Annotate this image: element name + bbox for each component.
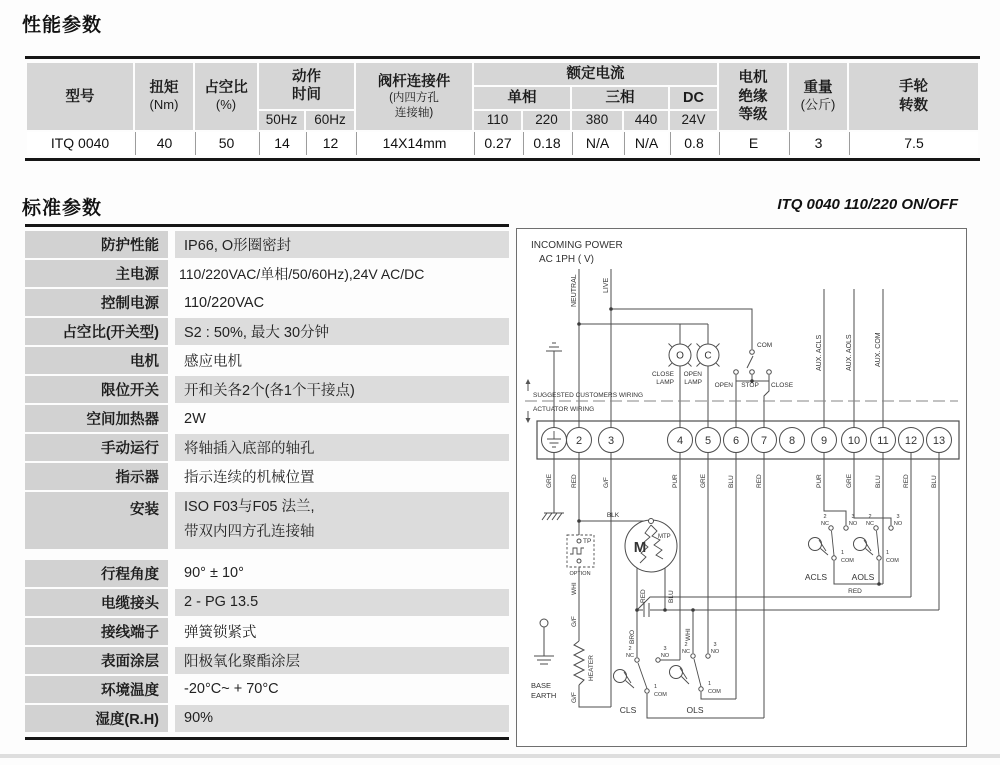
param-row [25,705,509,732]
gf-wire-label: G/F [571,692,578,703]
param-label: 主电源 [25,260,168,287]
close-lamp-label: CLOSE [651,371,674,378]
wire-color-label: RED [756,474,763,488]
standard-params [25,224,509,740]
contact-label: 3 [851,514,855,520]
wiring-diagram-svg [517,229,966,746]
cam-icon [854,538,867,551]
ols-label: OLS [686,705,704,715]
cell-torque: 40 [135,132,193,155]
open-lamp-label: LAMP [684,379,702,386]
red-rail-label: RED [848,588,862,595]
col-header-380: 380 [572,111,622,130]
incoming-power-voltage: AC 1PH ( V) [539,254,595,265]
aols-label: AOLS [851,572,875,582]
terminal-number: 11 [877,435,889,447]
param-row [25,289,509,316]
param-row [25,560,509,587]
table-row [27,132,978,155]
incoming-power-label: INCOMING POWER [531,240,623,251]
col-header-110: 110 [474,111,521,130]
contact-label: NC [821,521,829,527]
param-row [25,318,509,345]
cell-current-110: 0.27 [474,132,521,155]
lamp-o-label: O [676,350,684,362]
wire-color-label: RED [903,474,910,488]
live-label: LIVE [603,277,610,293]
gf-wire-label: G/F [571,616,578,627]
contact-label: COM [886,558,899,564]
col-header-weight: 重量 (公斤) [789,63,847,130]
col-header-50hz: 50Hz [259,111,304,130]
param-value: 阳极氧化聚酯涂层 [175,647,509,674]
contact-label: 1 [708,681,712,687]
cell-handwheel: 7.5 [849,132,978,155]
wire-color-label: GRE [700,473,707,488]
acls-label: ACLS [804,572,828,582]
param-label: 指示器 [25,463,168,490]
terminal-number: 2 [575,435,583,447]
param-value: 90% [175,705,509,732]
com-label: COM [757,342,773,349]
performance-table [25,61,980,157]
limit-switch-ols [670,654,711,691]
contact-label: NC [682,649,690,655]
contact-label: NO [893,521,903,527]
wire-color-label: RED [571,474,578,488]
mtp-label: MTP [658,534,671,540]
param-label: 表面涂层 [25,647,168,674]
col-header-handwheel: 手轮 转数 [849,63,978,130]
col-header-torque: 扭矩 (Nm) [135,63,193,130]
red-wire-label: RED [640,589,647,603]
contact-label: 2 [684,642,688,648]
cell-current-440: N/A [624,132,668,155]
motor-label: M [633,539,647,556]
wire-color-label: BLU [931,475,938,488]
cell-duty: 50 [195,132,257,155]
param-row [25,618,509,645]
standard-heading: 标准参数 [22,198,103,219]
base-earth-icon [540,619,548,627]
param-label: 接线端子 [25,618,168,645]
wire-color-label: GRE [846,473,853,488]
param-value: 感应电机 [184,354,242,370]
contact-label: COM [708,689,721,695]
cell-time-50hz: 14 [259,132,304,155]
wire-color-label: PUR [672,474,679,488]
neutral-label: NEUTRAL [571,274,578,307]
close-lamp-label: LAMP [656,379,674,386]
param-value: 将轴插入底部的轴孔 [175,434,509,461]
terminal-number: 8 [788,435,796,447]
cls-label: CLS [619,705,637,715]
base-earth-label: BASE [531,681,552,690]
diagram-title: ITQ 0040 110/220 ON/OFF [777,196,958,213]
terminal-number: 9 [820,435,828,447]
terminal-number: 12 [904,435,918,447]
param-value: 110/220VAC/单相/50/60Hz),24V AC/DC [179,265,425,282]
contact-label: NO [710,649,720,655]
contact-label: 1 [841,550,845,556]
contact-label: 2 [823,514,827,520]
param-label: 电机 [25,347,168,374]
contact-label: 3 [896,514,900,520]
param-value-line: 带双内四方孔连接轴 [184,524,315,541]
param-row [25,434,509,461]
wire-color-label: G/F [603,477,610,488]
whi-wire-label: WHI [571,582,578,595]
suggested-wiring-label: SUGGESTED CUSTOMERS WIRING [533,392,644,399]
col-header-dc: DC [670,87,717,109]
contact-label: 2 [628,646,632,652]
param-value-line: ISO F03与F05 法兰, [184,499,315,515]
performance-table-wrap [25,56,980,161]
terminal-number: 10 [847,435,861,447]
cell-insulation: E [719,132,787,155]
whi-wire-label: WHI [685,628,692,641]
param-label: 电缆接头 [25,589,168,616]
tp-label: TP [583,538,592,545]
terminal-number: 6 [732,435,740,447]
cell-stem: 14X14mm [356,132,472,155]
contact-label: NO [848,521,858,527]
param-label: 行程角度 [25,560,168,587]
param-label: 环境温度 [25,676,168,703]
actuator-wiring-label: ACTUATOR WIRING [533,406,595,413]
cam-icon [614,670,627,683]
col-header-60hz: 60Hz [306,111,354,130]
contact-label: NO [660,653,670,659]
terminal-number: 13 [932,435,946,447]
contact-label: 2 [868,514,872,520]
cell-weight: 3 [789,132,847,155]
col-header-rated-current: 额定电流 [474,63,717,85]
col-header-220: 220 [523,111,570,130]
param-label: 空间加热器 [25,405,168,432]
terminal-number: 3 [607,435,615,447]
col-header-single-phase: 单相 [474,87,570,109]
param-value [175,492,509,549]
lamp-c-label: C [704,350,712,362]
wire-color-label: BLU [875,475,882,488]
stop-button-label: STOP [741,382,759,389]
contact-label: COM [841,558,854,564]
param-value: 110/220VAC [184,294,265,311]
param-label: 湿度(R.H) [25,705,168,732]
param-value: 指示连续的机械位置 [184,470,315,486]
page-edge [0,754,1000,758]
col-header-action-time: 动作 时间 [259,63,354,109]
param-value: 开和关各2个(各1个干接点) [175,376,509,403]
contact-label: 3 [663,646,667,652]
col-header-three-phase: 三相 [572,87,668,109]
param-row [25,589,509,616]
param-row [25,376,509,403]
cell-model: ITQ 0040 [27,132,133,155]
param-value: 弹簧锁紧式 [184,624,257,641]
col-header-insulation: 电机 绝缘 等级 [719,63,787,130]
cell-current-220: 0.18 [523,132,570,155]
param-value: 90° ± 10° [184,565,244,582]
wire-color-label: GRE [546,473,553,488]
contact-label: COM [654,692,667,698]
spacer [25,551,509,560]
cam-icon [670,666,683,679]
contact-label: 1 [886,550,890,556]
param-row [25,347,509,374]
wire-color-label: PUR [816,474,823,488]
open-lamp-label: OPEN [683,371,702,378]
param-label: 防护性能 [25,231,168,258]
param-value: IP66, O形圈密封 [175,231,509,258]
terminal-strip [537,421,959,459]
param-row [25,463,509,490]
param-value: S2 : 50%, 最大 30分钟 [175,318,509,345]
option-label: OPTION [569,571,591,577]
param-label: 占空比(开关型) [25,318,168,345]
col-header-24v: 24V [670,111,717,130]
contact-label: 1 [654,684,658,690]
heater-label: HEATER [588,655,595,681]
param-label: 手动运行 [25,434,168,461]
bro-wire-label: BRO [629,629,636,644]
close-button-label: CLOSE [771,382,794,389]
aux-com-label: AUX. COM [875,332,882,367]
param-value: 2 - PG 13.5 [175,589,509,616]
cam-icon [809,538,822,551]
param-row [25,492,509,549]
param-row [25,260,509,287]
col-header-model: 型号 [27,63,133,130]
param-value: 2W [184,410,206,427]
param-label: 安装 [25,492,168,549]
param-label: 限位开关 [25,376,168,403]
terminal-number: 5 [704,435,712,447]
blk-wire-label: BLK [606,512,620,519]
pushbutton-contacts [734,350,772,375]
col-header-stem: 阀杆连接件 (内四方孔 连接轴) [356,63,472,130]
param-row [25,647,509,674]
cell-current-24v: 0.8 [670,132,717,155]
open-button-label: OPEN [714,382,733,389]
col-header-440: 440 [624,111,668,130]
contact-label: NC [626,653,634,659]
param-label: 控制电源 [25,289,168,316]
wire-color-label: BLU [728,475,735,488]
aux-acls-label: AUX. ACLS [816,334,823,371]
contact-label: 3 [713,642,717,648]
cell-current-380: N/A [572,132,622,155]
performance-heading: 性能参数 [22,15,103,36]
param-row [25,405,509,432]
cell-time-60hz: 12 [306,132,354,155]
contact-label: NC [866,521,874,527]
terminal-number: 4 [676,435,684,447]
param-row [25,231,509,258]
wiring-diagram [516,228,967,747]
param-row [25,676,509,703]
terminal-number: 7 [760,435,768,447]
aux-aols-label: AUX. AOLS [846,334,853,371]
blu-wire-label: BLU [668,590,675,603]
col-header-duty: 占空比 (%) [195,63,257,130]
base-earth-label: EARTH [531,691,557,700]
param-value: -20°C~ + 70°C [184,681,279,698]
